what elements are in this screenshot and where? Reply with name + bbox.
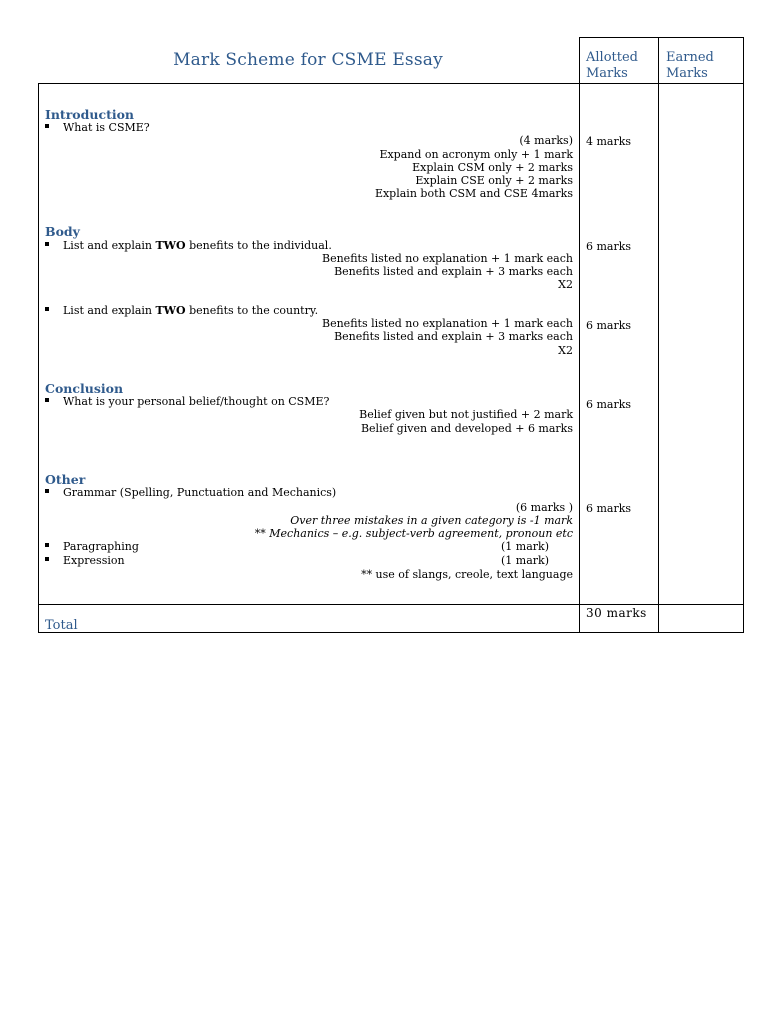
body-country-allotted-marks: 6 marks	[586, 319, 632, 332]
expression-note-line: ** use of slangs, creole, text language	[361, 568, 573, 581]
body-line: Benefits listed no explanation + 1 mark each	[322, 252, 573, 265]
total-label: Total	[45, 618, 78, 633]
bullet-icon	[45, 242, 49, 246]
other-bullet-grammar: Grammar (Spelling, Punctuation and Mechanics)	[45, 486, 336, 499]
paragraphing-marks: (1 mark)	[501, 540, 549, 553]
body-line: X2	[558, 278, 573, 291]
conclusion-heading: Conclusion	[45, 381, 124, 396]
conclusion-allotted-marks: 6 marks	[586, 398, 632, 411]
body-bullet-country: List and explain TWO benefits to the country.	[45, 304, 318, 317]
grammar-marks-line: (6 marks )	[515, 501, 573, 514]
bullet-icon	[45, 543, 49, 547]
grammar-note-line: Over three mistakes in a given category is -1 mark	[290, 514, 573, 527]
bullet-icon	[45, 398, 49, 402]
intro-line: (4 marks)	[519, 134, 573, 147]
mechanics-note-line: ** Mechanics – e.g. subject-verb agreement, pronoun etc	[254, 527, 573, 540]
intro-line: Expand on acronym only + 1 mark	[379, 148, 573, 161]
intro-allotted-marks: 4 marks	[586, 135, 632, 148]
other-bullet-expression: Expression	[45, 554, 125, 567]
intro-line: Explain CSE only + 2 marks	[415, 174, 573, 187]
conclusion-bullet: What is your personal belief/thought on CSME?	[45, 395, 329, 408]
conclusion-line: Belief given but not justified + 2 mark	[359, 408, 573, 421]
other-allotted-marks: 6 marks	[586, 502, 632, 515]
introduction-heading: Introduction	[45, 107, 135, 122]
bullet-icon	[45, 307, 49, 311]
earned-marks-header: Earned Marks	[666, 50, 714, 81]
body-individual-allotted-marks: 6 marks	[586, 240, 632, 253]
intro-line: Explain both CSM and CSE 4marks	[374, 187, 573, 200]
expression-marks: (1 mark)	[501, 554, 549, 567]
bullet-icon	[45, 557, 49, 561]
conclusion-line: Belief given and developed + 6 marks	[360, 422, 573, 435]
other-heading: Other	[45, 472, 86, 487]
body-heading: Body	[45, 224, 80, 239]
other-bullet-paragraphing: Paragraphing	[45, 540, 139, 553]
body-line: Benefits listed and explain + 3 marks each	[334, 330, 573, 343]
allotted-marks-header: Allotted Marks	[586, 50, 638, 81]
body-line: Benefits listed no explanation + 1 mark each	[322, 317, 573, 330]
introduction-bullet: What is CSME?	[45, 121, 150, 134]
bullet-icon	[45, 124, 49, 128]
body-line: X2	[558, 344, 573, 357]
body-bullet-individual: List and explain TWO benefits to the individual.	[45, 239, 332, 252]
total-allotted-marks: 30 marks	[586, 606, 647, 620]
body-line: Benefits listed and explain + 3 marks each	[334, 265, 573, 278]
bullet-icon	[45, 489, 49, 493]
intro-line: Explain CSM only + 2 marks	[412, 161, 573, 174]
page-title: Mark Scheme for CSME Essay	[173, 50, 443, 70]
